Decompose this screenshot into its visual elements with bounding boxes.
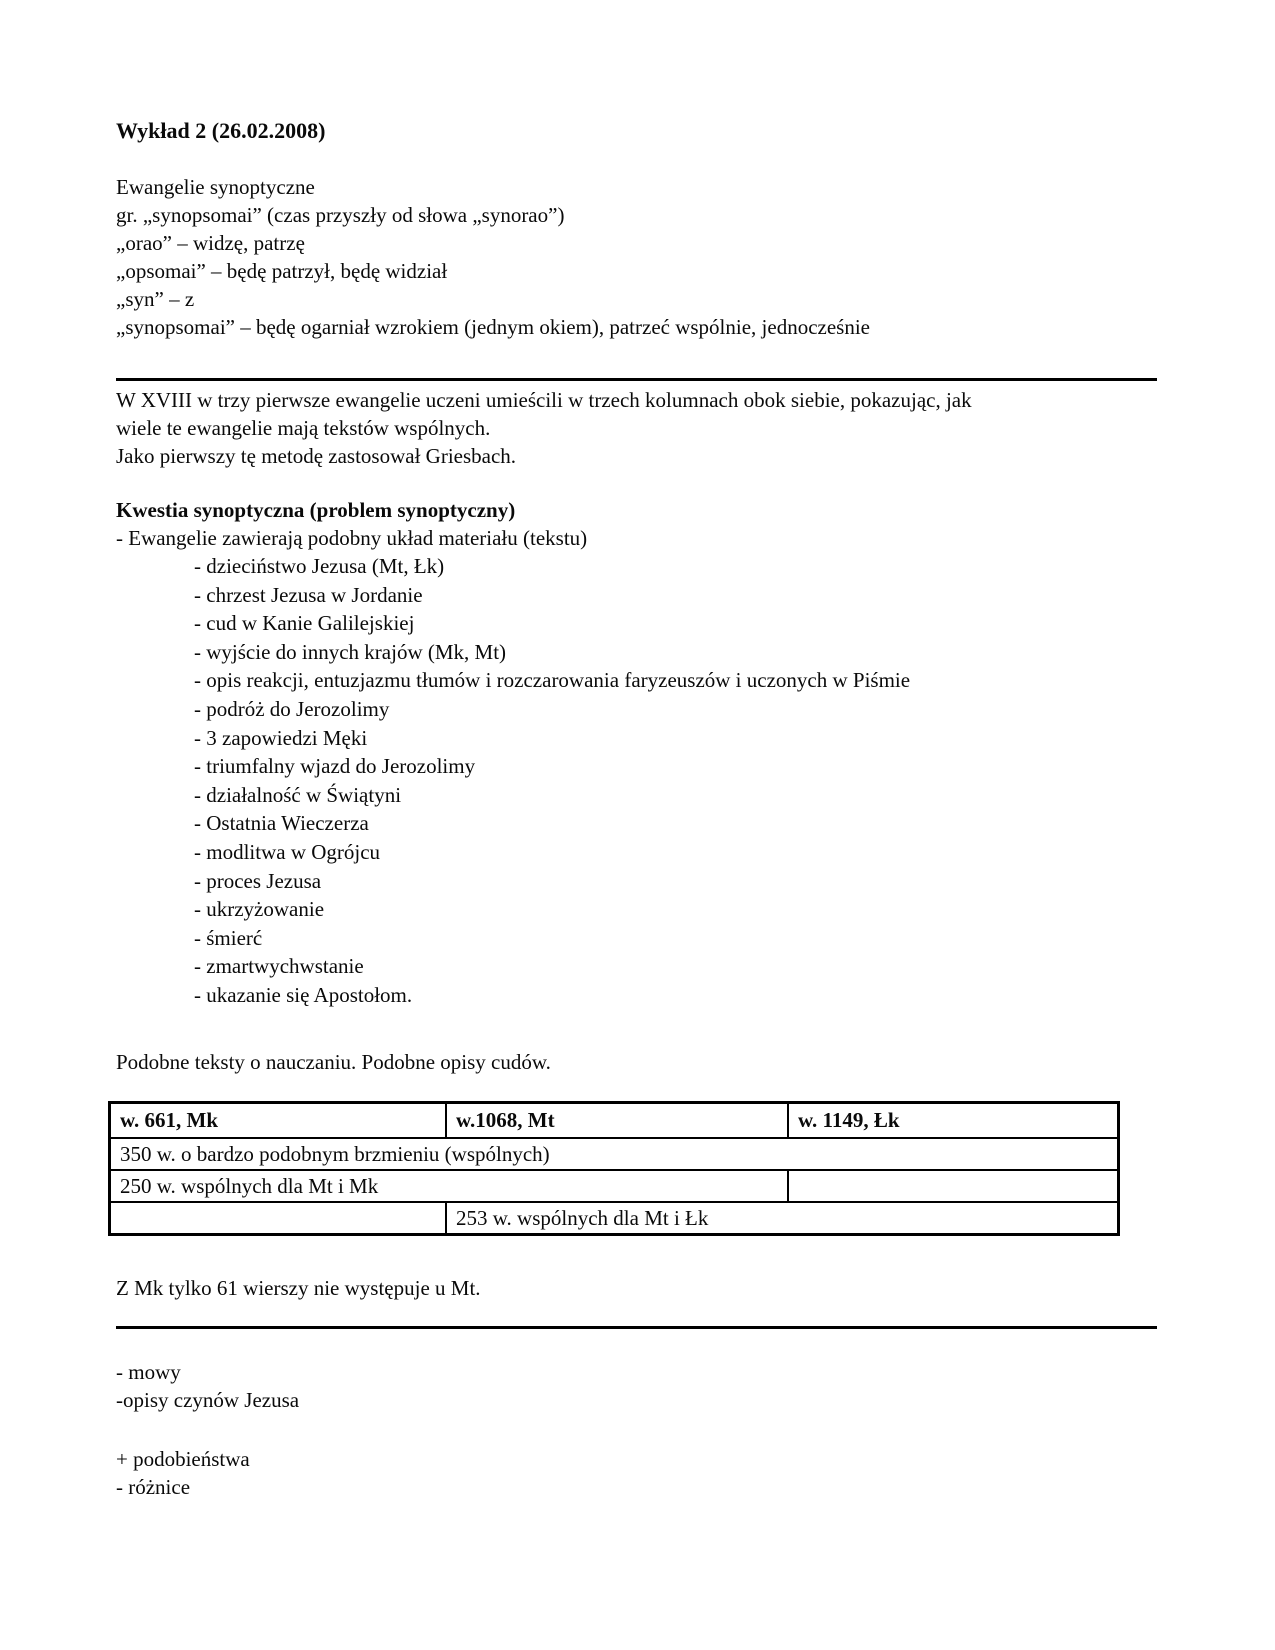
list-item: - podróż do Jerozolimy — [194, 696, 390, 721]
list-item: - śmierć — [194, 925, 263, 950]
section-heading: Kwestia synoptyczna (problem synoptyczny) — [116, 498, 516, 522]
paragraph-line: W XVIII w trzy pierwsze ewangelie uczeni umieścili w trzech kolumnach obok siebie, pokazując, jak — [116, 388, 972, 412]
intro-line: „syn” – z — [116, 287, 195, 311]
list-item: - 3 zapowiedzi Męki — [194, 725, 368, 750]
table-row — [110, 1170, 1119, 1202]
topic-list — [116, 552, 1157, 1010]
intro-line: „orao” – widzę, patrzę — [116, 231, 305, 255]
intro-line: gr. „synopsomai” (czas przyszły od słowa „synorao”) — [116, 203, 565, 227]
table-header-mt: w.1068, Mt — [446, 1102, 788, 1138]
list-item: - ukazanie się Apostołom. — [194, 982, 413, 1007]
horizontal-rule — [116, 378, 1157, 381]
list-item: - opis reakcji, entuzjazmu tłumów i rozczarowania faryzeuszów i uczonych w Piśmie — [194, 668, 911, 693]
list-item: - dzieciństwo Jezusa (Mt, Łk) — [194, 554, 445, 578]
table-cell-common-all: 350 w. o bardzo podobnym brzmieniu (wspólnych) — [110, 1138, 1119, 1170]
table-header-lk: w. 1149, Łk — [788, 1102, 1119, 1138]
paragraph-line: Jako pierwszy tę metodę zastosował Griesbach. — [116, 444, 517, 468]
table-cell-common-mt-mk: 250 w. wspólnych dla Mt i Mk — [110, 1170, 789, 1202]
lecture-title: Wykład 2 (26.02.2008) — [116, 118, 326, 143]
list-item: - proces Jezusa — [194, 868, 322, 893]
intro-line: „opsomai” – będę patrzył, będę widział — [116, 259, 448, 283]
document-content — [116, 117, 1157, 1501]
bottom-line: -opisy czynów Jezusa — [116, 1387, 300, 1412]
intro-line: „synopsomai” – będę ogarniał wzrokiem (jednym okiem), patrzeć wspólnie, jednocześnie — [116, 315, 870, 339]
horizontal-rule — [116, 1326, 1157, 1329]
table-cell-empty — [110, 1202, 447, 1235]
list-item: - ukrzyżowanie — [194, 897, 325, 922]
list-lead: - Ewangelie zawierają podobny układ materiału (tekstu) — [116, 526, 588, 550]
table-row — [110, 1202, 1119, 1235]
paragraph-line: wiele te ewangelie mają tekstów wspólnych. — [116, 416, 491, 440]
list-item: - Ostatnia Wieczerza — [194, 811, 369, 836]
note-line: Podobne teksty o nauczaniu. Podobne opisy cudów. — [116, 1049, 551, 1074]
intro-block — [116, 173, 1157, 341]
list-item: - cud w Kanie Galilejskiej — [194, 611, 415, 636]
table-header-mk: w. 661, Mk — [110, 1102, 447, 1138]
bottom-line: - różnice — [116, 1474, 191, 1499]
bottom-line: - mowy — [116, 1359, 181, 1384]
list-item: - zmartwychwstanie — [194, 954, 364, 979]
bottom-line: + podobieństwa — [116, 1446, 250, 1471]
list-item: - działalność w Świątyni — [194, 782, 402, 807]
paragraph-block — [116, 386, 1157, 470]
table-cell-common-mt-lk: 253 w. wspólnych dla Mt i Łk — [446, 1202, 1119, 1235]
bottom-block-a — [116, 1358, 1157, 1414]
after-table-line: Z Mk tylko 61 wierszy nie występuje u Mt. — [116, 1275, 481, 1300]
bottom-block-b — [116, 1445, 1157, 1501]
table-cell-empty — [788, 1170, 1119, 1202]
list-item: - chrzest Jezusa w Jordanie — [194, 582, 423, 607]
synoptic-verses-table — [108, 1101, 1120, 1236]
table-row — [110, 1138, 1119, 1170]
table-header-row — [110, 1102, 1119, 1138]
intro-line: Ewangelie synoptyczne — [116, 175, 315, 199]
list-item: - modlitwa w Ogrójcu — [194, 839, 381, 864]
list-item: - triumfalny wjazd do Jerozolimy — [194, 754, 476, 779]
list-item: - wyjście do innych krajów (Mk, Mt) — [194, 639, 507, 664]
